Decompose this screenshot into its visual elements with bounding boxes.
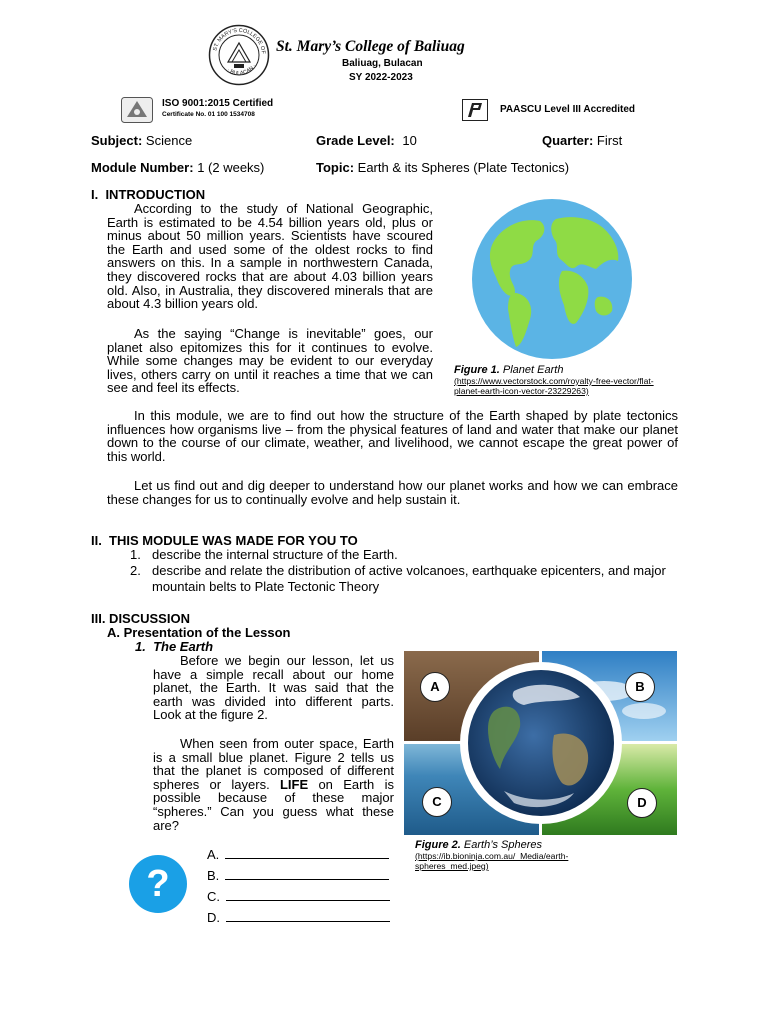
answer-blank[interactable] xyxy=(225,868,389,880)
paragraph-2-part-2: on Earth is possible because of these major “spheres.” Can you guess what these are? xyxy=(153,776,394,833)
figure-2-source xyxy=(415,851,605,871)
objective-text: describe the internal structure of the Earth. xyxy=(152,547,398,562)
figure-2-label: Figure 2. xyxy=(415,839,461,851)
figure-1-caption xyxy=(454,364,563,376)
quarter-row xyxy=(542,133,622,148)
svg-text:· BULACAN ·: · BULACAN · xyxy=(225,63,258,77)
figure-1-label: Figure 1. xyxy=(454,364,500,376)
grade-value: 10 xyxy=(402,133,417,148)
figure-1-source-link[interactable]: (https://www.vectorstock.com/royalty-free-vector/flat-planet-earth-icon-vector-23229263) xyxy=(454,376,654,396)
paascu-accreditation: PAASCU Level III Accredited xyxy=(500,104,636,115)
topic-the-earth: 1. The Earth xyxy=(135,639,214,654)
college-location: Baliuag, Bulacan xyxy=(342,58,423,69)
college-seal xyxy=(208,24,270,86)
answer-letter: A. xyxy=(207,847,220,862)
intro-paragraph-4: Let us find out and dig deeper to understand how our planet works and how we can embrace these changes for us to continually evolve and help sustain it. xyxy=(107,478,678,507)
lesson-subheading: A. Presentation of the Lesson xyxy=(107,625,291,640)
figure-2-title: Earth’s Spheres xyxy=(463,839,542,851)
module-value: 1 (2 weeks) xyxy=(197,160,265,175)
college-name: St. Mary’s College of Baliuag xyxy=(276,38,465,55)
quarter-label: Quarter: xyxy=(542,133,594,148)
answer-blank[interactable] xyxy=(226,889,390,901)
iso-certificate: Certificate No. 01 100 1534708 xyxy=(162,111,255,118)
quarter-value: First xyxy=(596,133,623,148)
objective-number: 1. xyxy=(130,547,141,562)
answer-line-d[interactable] xyxy=(207,910,390,925)
intro-heading: I. INTRODUCTION xyxy=(91,187,206,202)
sphere-label-a: A xyxy=(420,672,450,702)
objective-item-2 xyxy=(130,563,670,595)
answer-line-c[interactable] xyxy=(207,889,390,904)
answer-line-b[interactable] xyxy=(207,868,389,883)
answer-blank[interactable] xyxy=(225,847,389,859)
discussion-paragraph-2 xyxy=(153,737,394,832)
intro-paragraph-3: In this module, we are to find out how the structure of the Earth shaped by plate tectonics influences how organisms live – from the physical features of land and water that make our planet down to the course of our climate, weather, and livelihood, we cannot escape the great power of this world. xyxy=(107,408,678,464)
module-row xyxy=(91,160,264,175)
topic-row xyxy=(316,160,569,175)
intro-paragraph-1: According to the study of National Geographic, Earth is estimated to be 4.54 billion years old, plus or minus about 50 million years. Scientists have scoured the Earth and used some of the oldest rocks to find answers on this. In a sample in northwestern Canada, they discovered rocks that are about 4.03 billion years old. Also, in Australia, they discovered minerals that are about 4.3 billion years old. xyxy=(107,201,433,312)
iso-title: ISO 9001:2015 Certified xyxy=(162,98,274,109)
discussion-heading: III. DISCUSSION xyxy=(91,611,190,626)
sphere-label-b: B xyxy=(625,672,655,702)
planet-earth-image xyxy=(470,197,634,361)
figure-2-source-link[interactable]: (https://ib.bioninja.com.au/_Media/earth-spheres_med.jpeg) xyxy=(415,851,569,871)
answer-letter: C. xyxy=(207,889,220,904)
answer-letter: B. xyxy=(207,868,220,883)
module-label: Module Number: xyxy=(91,160,194,175)
sphere-label-d: D xyxy=(627,788,657,818)
topic-label: Topic: xyxy=(316,160,355,175)
objectives-heading: II. THIS MODULE WAS MADE FOR YOU TO xyxy=(91,533,358,548)
paragraph-2-part-1: When seen from outer space, Earth is a small blue planet. Figure 2 tells us that the planet is composed of different spheres or layers. xyxy=(153,736,394,792)
grade-label: Grade Level: xyxy=(316,133,395,148)
iso-logo-icon xyxy=(121,97,153,123)
answer-line-a[interactable] xyxy=(207,847,389,862)
school-year: SY 2022-2023 xyxy=(349,72,413,83)
objective-item-1 xyxy=(130,547,660,563)
earth-spheres-figure xyxy=(404,651,677,835)
life-emphasis: LIFE xyxy=(279,776,309,792)
figure-1-source xyxy=(454,376,656,396)
sphere-label-c: C xyxy=(422,787,452,817)
question-mark-icon: ? xyxy=(129,855,187,913)
answer-blank[interactable] xyxy=(226,910,390,922)
svg-text:ST. MARY'S COLLEGE OF BALIUAG: ST. MARY'S COLLEGE OF xyxy=(212,27,267,55)
objective-text: describe and relate the distribution of active volcanoes, earthquake epicenters, and major mountain belts to Plate Tectonic Theory xyxy=(152,563,666,594)
answer-letter: D. xyxy=(207,910,220,925)
grade-row xyxy=(316,133,417,148)
paascu-logo-icon xyxy=(462,99,488,121)
subject-row xyxy=(91,133,192,148)
intro-paragraph-2: As the saying “Change is inevitable” goes, our planet also epitomizes this for it continues to evolve. While some changes may be evident to our everyday lives, others carry on until it reaches a time that we can see and feel its effects. xyxy=(107,326,433,396)
figure-1-title: Planet Earth xyxy=(502,364,564,376)
discussion-paragraph-1: Before we begin our lesson, let us have a simple recall about our home planet, the Earth. It was said that the earth was divided into different parts. Look at the figure 2. xyxy=(153,653,394,723)
objective-number: 2. xyxy=(130,563,141,578)
subject-label: Subject: xyxy=(91,133,143,148)
figure-2-caption xyxy=(415,839,542,851)
topic-value: Earth & its Spheres (Plate Tectonics) xyxy=(357,160,570,175)
subject-value: Science xyxy=(145,133,193,148)
